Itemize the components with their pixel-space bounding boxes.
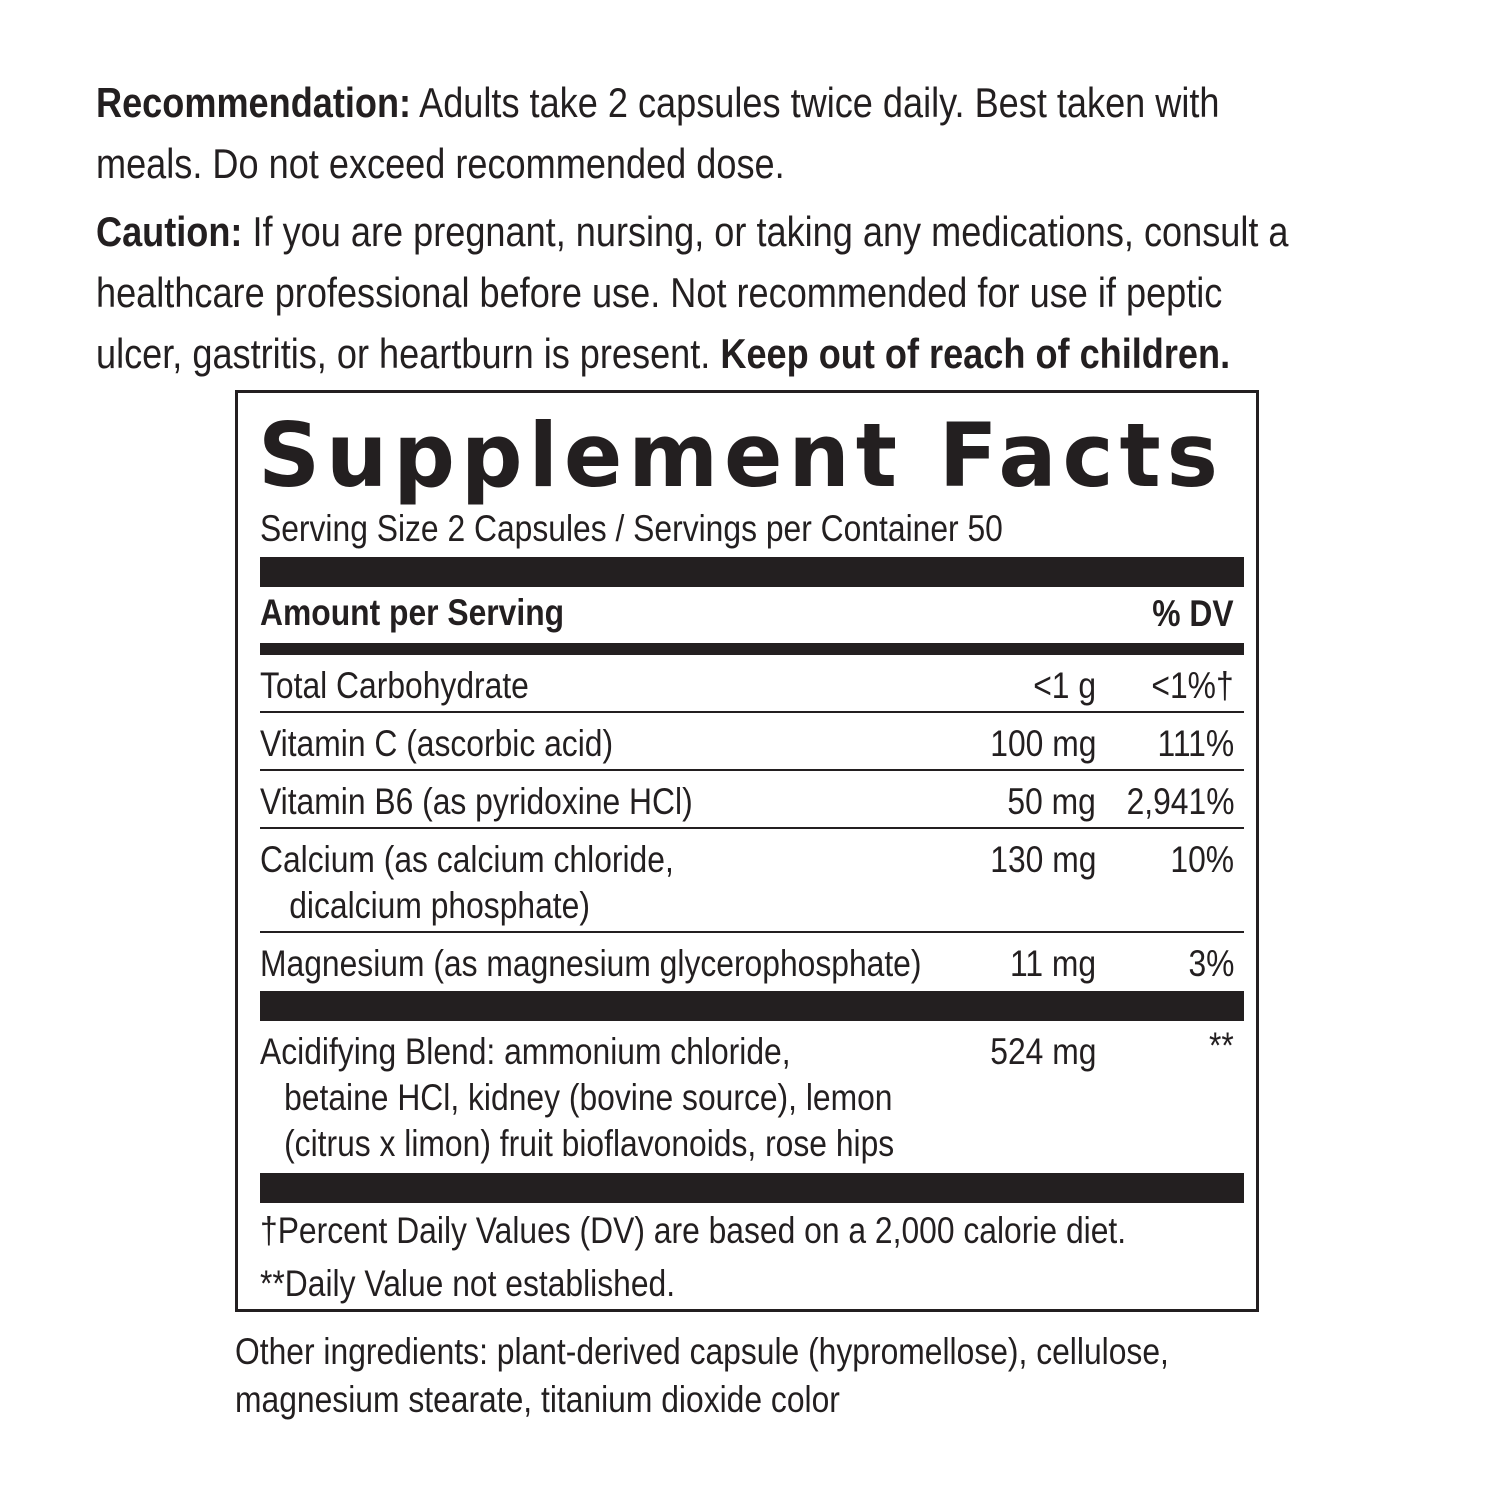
row-amount-calcium: 130 mg (989, 839, 1096, 880)
caution-line-3 (96, 323, 1289, 384)
other-ingredients-line-2: magnesium stearate, titanium dioxide color (235, 1379, 840, 1420)
supplement-facts-panel (235, 390, 1259, 1312)
row-amount-vitamin-c: 100 mg (989, 723, 1096, 764)
serving-size-line: Serving Size 2 Capsules / Servings per Container 50 (260, 508, 1003, 549)
recommendation-paragraph (96, 72, 1402, 194)
caution-line-1 (96, 201, 1289, 262)
row-name-calcium: Calcium (as calcium chloride, (260, 839, 674, 880)
row-divider (260, 931, 1244, 933)
row-amount-total-carbohydrate: <1 g (1033, 665, 1096, 706)
row-name-vitamin-b6: Vitamin B6 (as pyridoxine HCl) (260, 781, 693, 822)
thick-divider-middle (260, 991, 1244, 1021)
thick-divider-bottom (260, 1173, 1244, 1203)
thick-divider-top (260, 557, 1244, 587)
row-name-total-carbohydrate: Total Carbohydrate (260, 665, 529, 706)
recommendation-label: Recommendation: (96, 79, 412, 126)
recommendation-line-1 (96, 72, 1220, 133)
row-name-vitamin-c: Vitamin C (ascorbic acid) (260, 723, 614, 764)
caution-text-3: ulcer, gastritis, or heartburn is present. (96, 330, 721, 377)
thick-divider-header (260, 643, 1244, 655)
row-dv-calcium: 10% (1170, 839, 1234, 880)
blend-dv: ** (1209, 1025, 1234, 1066)
footnote-not-established: **Daily Value not established. (260, 1263, 676, 1304)
caution-label: Caution: (96, 208, 243, 255)
row-name-calcium-cont: dicalcium phosphate) (289, 885, 590, 926)
caution-paragraph (96, 201, 1483, 384)
row-divider (260, 711, 1244, 713)
blend-line-1: Acidifying Blend: ammonium chloride, (260, 1031, 791, 1072)
row-dv-vitamin-b6: 2,941% (1126, 781, 1234, 822)
caution-text-1: If you are pregnant, nursing, or taking any medications, consult a (242, 208, 1289, 255)
recommendation-line-2: meals. Do not exceed recommended dose. (96, 140, 785, 187)
row-amount-vitamin-b6: 50 mg (1007, 781, 1096, 822)
row-divider (260, 769, 1244, 771)
row-name-magnesium: Magnesium (as magnesium glycerophosphate) (260, 943, 922, 984)
blend-line-3: (citrus x limon) fruit bioflavonoids, rose hips (284, 1123, 895, 1164)
row-dv-vitamin-c: 111% (1157, 723, 1234, 764)
footnote-daily-values: †Percent Daily Values (DV) are based on a 2,000 calorie diet. (260, 1210, 1127, 1251)
recommendation-text-1: Adults take 2 capsules twice daily. Best taken with (411, 79, 1220, 126)
other-ingredients-line-1: Other ingredients: plant-derived capsule (hypromellose), cellulose, (235, 1331, 1169, 1372)
caution-line-2: healthcare professional before use. Not recommended for use if peptic (96, 269, 1223, 316)
blend-amount: 524 mg (989, 1031, 1096, 1072)
caution-emphasis: Keep out of reach of children. (720, 330, 1231, 377)
dv-header: % DV (1152, 593, 1234, 634)
row-amount-magnesium: 11 mg (1009, 943, 1096, 984)
blend-line-2: betaine HCl, kidney (bovine source), lemon (284, 1077, 893, 1118)
row-dv-total-carbohydrate: <1%† (1151, 665, 1234, 706)
row-dv-magnesium: 3% (1188, 943, 1234, 984)
other-ingredients (235, 1328, 1321, 1424)
facts-title: Supplement Facts (258, 404, 1224, 507)
amount-per-serving-header: Amount per Serving (260, 592, 565, 633)
row-divider (260, 827, 1244, 829)
